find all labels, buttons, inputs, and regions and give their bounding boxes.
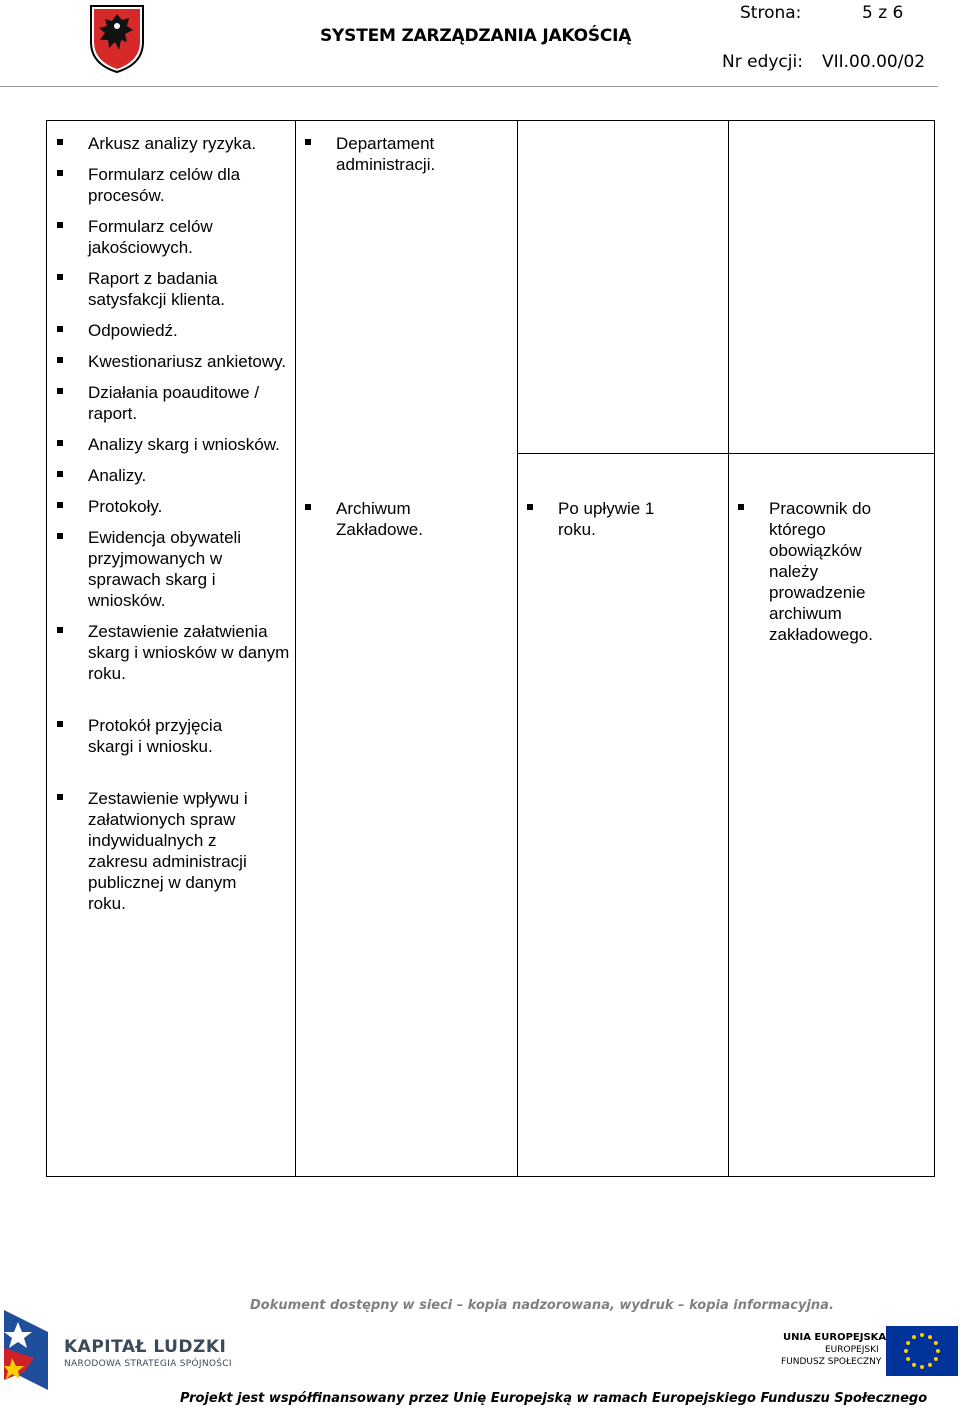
eu-label: UNIA EUROPEJSKA [783,1332,887,1343]
coat-of-arms-icon [87,2,147,74]
document-title: SYSTEM ZARZĄDZANIA JAKOŚCIĄ [320,26,632,46]
kapital-ludzki-subtitle: NARODOWA STRATEGIA SPÓJNOŚCI [64,1359,232,1369]
list-item: Odpowiedź. [47,320,295,341]
eu-star-icon [934,1357,938,1361]
header-divider [0,86,938,87]
eu-star-icon [904,1349,908,1353]
eu-star-icon [906,1341,910,1345]
row-divider [517,453,935,454]
kapital-ludzki-logo-icon [4,1310,48,1390]
page-label: Strona: [740,3,802,23]
project-notice: Projekt jest współfinansowany przez Unię Europejską w ramach Europejskiego Funduszu Społecznego [180,1391,928,1406]
eu-flag-icon [886,1326,958,1376]
eu-star-icon [912,1335,916,1339]
edition-number: VII.00.00/02 [822,52,926,72]
column-divider [517,121,518,1176]
archive-cell [295,498,517,540]
eu-star-icon [928,1363,932,1367]
list-item: Formularz celów dla procesów. [47,164,295,206]
eu-label: FUNDUSZ SPOŁECZNY [781,1357,882,1367]
list-item: Zestawienie załatwienia skarg i wniosków w danym roku. [47,621,295,684]
list-item: Analizy skarg i wniosków. [47,434,295,455]
responsible-cell [728,498,934,645]
eu-star-icon [936,1349,940,1353]
eu-label: EUROPEJSKI [825,1345,879,1355]
kapital-ludzki-name: KAPITAŁ LUDZKI [64,1337,227,1357]
list-item: Działania poauditowe / raport. [47,382,295,424]
list-item: Raport z badania satysfakcji klienta. [47,268,295,310]
retention-text: Po upływie 1 roku. [517,498,728,540]
document-notice: Dokument dostępny w sieci – kopia nadzorowana, wydruk – kopia informacyjna. [250,1298,834,1313]
eu-star-icon [928,1335,932,1339]
retention-cell [517,498,728,540]
eu-star-icon [920,1365,924,1369]
page-number: 5 z 6 [862,3,904,23]
archive-text: Archiwum Zakładowe. [295,498,517,540]
documents-column [47,133,295,914]
department-text: Departament administracji. [295,133,517,175]
records-table [46,120,935,1177]
eu-star-icon [906,1357,910,1361]
list-item: Analizy. [47,465,295,486]
eu-star-icon [934,1341,938,1345]
list-item: Zestawienie wpływu i załatwionych spraw indywidualnych z zakresu administracji publicznej w danym roku. [47,788,295,914]
eu-star-icon [912,1363,916,1367]
eu-star-icon [920,1333,924,1337]
list-item: Kwestionariusz ankietowy. [47,351,295,372]
column-divider [295,121,296,1176]
list-item: Arkusz analizy ryzyka. [47,133,295,154]
list-item: Ewidencja obywateli przyjmowanych w sprawach skarg i wniosków. [47,527,295,611]
list-item: Protokół przyjęcia skargi i wniosku. [47,715,295,757]
column-divider [728,121,729,1176]
edition-label: Nr edycji: [722,52,803,72]
list-item: Protokoły. [47,496,295,517]
responsible-text: Pracownik do którego obowiązków należy prowadzenie archiwum zakładowego. [728,498,934,645]
department-cell [295,133,517,175]
list-item: Formularz celów jakościowych. [47,216,295,258]
